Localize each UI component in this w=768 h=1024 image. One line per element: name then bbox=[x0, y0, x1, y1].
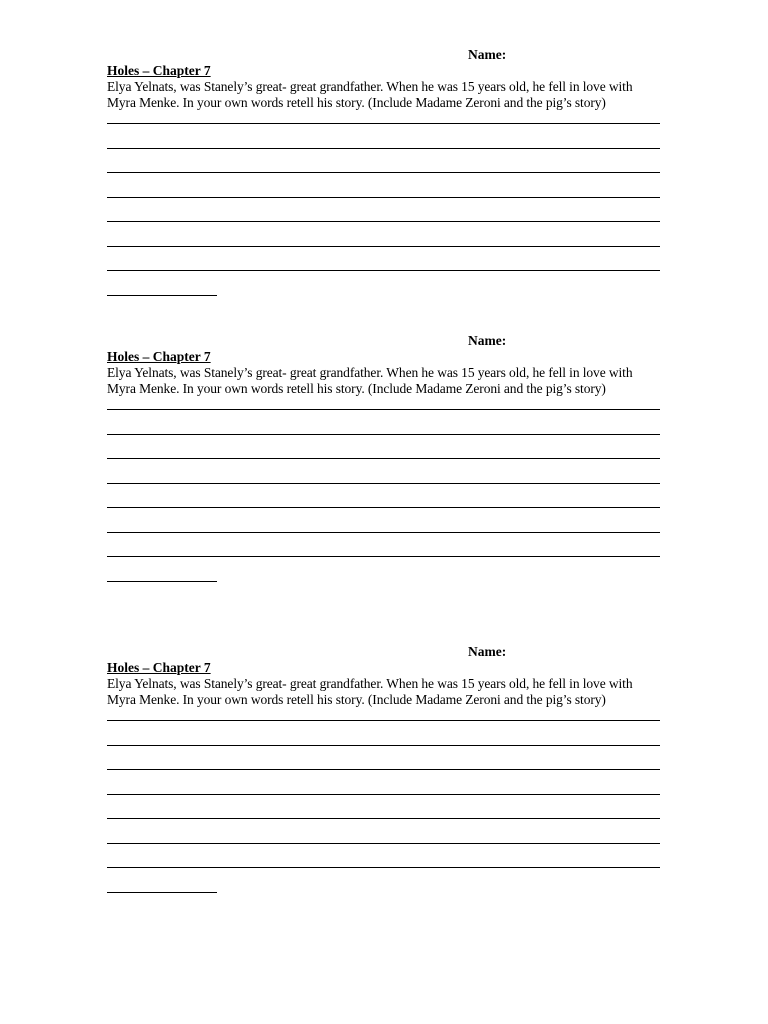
answer-line[interactable] bbox=[107, 247, 660, 272]
worksheet-3 bbox=[107, 643, 660, 893]
prompt-line-2: Myra Menke. In your own words retell his story. (Include Madame Zeroni and the pig’s story) bbox=[107, 95, 606, 110]
answer-line-short[interactable] bbox=[107, 557, 217, 582]
answer-lines bbox=[107, 119, 660, 296]
answer-lines bbox=[107, 405, 660, 582]
answer-line-short[interactable] bbox=[107, 868, 217, 893]
answer-line[interactable] bbox=[107, 410, 660, 435]
answer-line[interactable] bbox=[107, 459, 660, 484]
prompt-line-1: Elya Yelnats, was Stanely’s great- great grandfather. When he was 15 years old, he fell in love with bbox=[107, 365, 633, 380]
answer-line-short[interactable] bbox=[107, 271, 217, 296]
prompt-text bbox=[107, 79, 660, 111]
answer-line[interactable] bbox=[107, 844, 660, 869]
answer-line[interactable] bbox=[107, 435, 660, 460]
prompt-line-1: Elya Yelnats, was Stanely’s great- great grandfather. When he was 15 years old, he fell in love with bbox=[107, 676, 633, 691]
answer-line[interactable] bbox=[107, 124, 660, 149]
name-label: Name: bbox=[468, 644, 507, 659]
answer-lines bbox=[107, 716, 660, 893]
prompt-text bbox=[107, 676, 660, 708]
name-label: Name: bbox=[468, 47, 507, 62]
answer-line[interactable] bbox=[107, 484, 660, 509]
answer-line[interactable] bbox=[107, 198, 660, 223]
worksheet-title: Holes – Chapter 7 bbox=[107, 63, 211, 78]
prompt-line-2: Myra Menke. In your own words retell his story. (Include Madame Zeroni and the pig’s story) bbox=[107, 692, 606, 707]
worksheet-1 bbox=[107, 46, 660, 296]
answer-line[interactable] bbox=[107, 819, 660, 844]
prompt-line-2: Myra Menke. In your own words retell his story. (Include Madame Zeroni and the pig’s story) bbox=[107, 381, 606, 396]
prompt-text bbox=[107, 365, 660, 397]
answer-line[interactable] bbox=[107, 222, 660, 247]
answer-line[interactable] bbox=[107, 795, 660, 820]
answer-line[interactable] bbox=[107, 508, 660, 533]
answer-line[interactable] bbox=[107, 149, 660, 174]
answer-line[interactable] bbox=[107, 770, 660, 795]
answer-line[interactable] bbox=[107, 533, 660, 558]
answer-line[interactable] bbox=[107, 173, 660, 198]
worksheet-title: Holes – Chapter 7 bbox=[107, 660, 211, 675]
answer-line[interactable] bbox=[107, 721, 660, 746]
worksheet-2 bbox=[107, 332, 660, 582]
worksheet-title: Holes – Chapter 7 bbox=[107, 349, 211, 364]
prompt-line-1: Elya Yelnats, was Stanely’s great- great grandfather. When he was 15 years old, he fell in love with bbox=[107, 79, 633, 94]
answer-line[interactable] bbox=[107, 746, 660, 771]
name-label: Name: bbox=[468, 333, 507, 348]
